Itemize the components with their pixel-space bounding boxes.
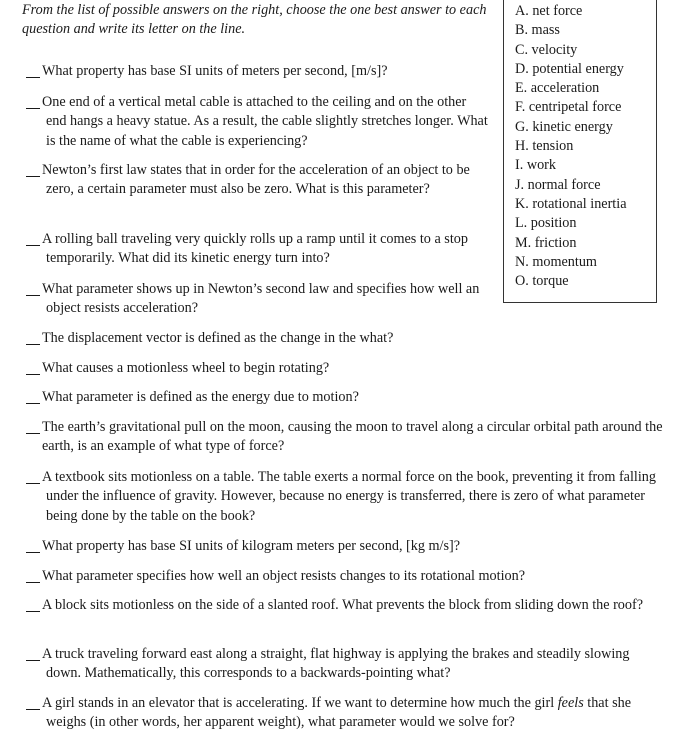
answer-choice: D. potential energy — [515, 60, 624, 77]
question-text-body: What parameter shows up in Newton’s second law and specifies how well an object resists acceleration? — [42, 281, 480, 317]
answer-choice: N. momentum — [515, 253, 597, 270]
question — [26, 93, 490, 151]
answer-blank[interactable] — [26, 552, 40, 553]
question-text — [26, 468, 670, 526]
answer-blank[interactable] — [26, 374, 40, 375]
question-text: What parameter specifies how well an object resists changes to its rotational motion? — [42, 568, 526, 584]
question — [26, 359, 656, 378]
question — [26, 418, 666, 457]
answer-blank[interactable] — [26, 245, 40, 246]
question-text: What parameter is defined as the energy due to motion? — [42, 389, 359, 405]
answer-choice: G. kinetic energy — [515, 118, 613, 135]
question-text — [26, 694, 670, 733]
question-text — [26, 418, 666, 457]
question-text — [26, 230, 490, 269]
question-text-body: A block sits motionless on the side of a slanted roof. What prevents the block from sliding down the roof? — [42, 597, 644, 613]
answer-choice: F. centripetal force — [515, 99, 622, 116]
answer-blank[interactable] — [26, 77, 40, 78]
answer-blank[interactable] — [26, 483, 40, 484]
question-text-body: A rolling ball traveling very quickly rolls up a ramp until it comes to a stop temporarily. What did its kinetic energy turn into? — [42, 231, 468, 267]
question — [26, 388, 656, 407]
answer-choices-box — [503, 0, 657, 303]
question — [26, 62, 496, 81]
question-text: What property has base SI units of kilogram meters per second, [kg m/s]? — [42, 538, 461, 554]
question — [26, 596, 670, 615]
question-text-body: A girl stands in an elevator that is accelerating. If we want to determine how much the girl feels that she weighs (in other words, her apparent weight), what parameter would we solve for? — [42, 695, 631, 731]
question-text — [26, 161, 490, 200]
answer-blank[interactable] — [26, 176, 40, 177]
answer-choice: K. rotational inertia — [515, 195, 627, 212]
instructions: From the list of possible answers on the right, choose the one best answer to each question and write its letter on the line. — [22, 2, 487, 38]
question-text — [26, 596, 670, 615]
question-text — [26, 280, 490, 319]
question-text: What property has base SI units of meters per second, [m/s]? — [42, 63, 388, 79]
question-text-body: A truck traveling forward east along a straight, flat highway is applying the brakes and steadily slowing down. Mathematically, this corresponds to a backwards-pointing what? — [42, 646, 630, 682]
answer-choice: O. torque — [515, 273, 569, 290]
question-text-body: One end of a vertical metal cable is attached to the ceiling and on the other end hangs a heavy statue. As a result, the cable slightly stretches longer. What is the name of what the cable is experiencing? — [42, 94, 488, 149]
answer-choice: A. net force — [515, 3, 583, 19]
answer-blank[interactable] — [26, 108, 40, 109]
answer-choice: C. velocity — [515, 41, 578, 58]
question-text-body: Newton’s first law states that in order for the acceleration of an object to be zero, a certain parameter must also be zero. What is this parameter? — [42, 162, 470, 198]
question-text: The displacement vector is defined as the change in the what? — [42, 330, 394, 346]
answer-blank[interactable] — [26, 582, 40, 583]
answer-blank[interactable] — [26, 660, 40, 661]
question — [26, 645, 656, 684]
answer-blank[interactable] — [26, 403, 40, 404]
answer-blank[interactable] — [26, 611, 40, 612]
answer-blank[interactable] — [26, 344, 40, 345]
question-text — [26, 93, 490, 151]
question-text: What causes a motionless wheel to begin rotating? — [42, 360, 330, 376]
question — [26, 329, 656, 348]
answer-choice: H. tension — [515, 138, 574, 155]
question — [26, 537, 656, 556]
question-text-body: A textbook sits motionless on a table. The table exerts a normal force on the book, preventing it from falling under the influence of gravity. However, because no energy is transferred, there is zero of what parameter being done by the table on the book? — [42, 469, 656, 524]
question — [26, 280, 490, 319]
answer-choice: I. work — [515, 157, 556, 174]
answer-choice: E. acceleration — [515, 80, 600, 97]
answer-choice: M. friction — [515, 234, 577, 251]
question — [26, 161, 490, 200]
answer-blank[interactable] — [26, 709, 40, 710]
question-text-body: The earth’s gravitational pull on the moon, causing the moon to travel along a circular orbital path around the earth, is an example of what type of force? — [42, 419, 663, 455]
question-text — [26, 645, 656, 684]
question — [26, 468, 670, 526]
emphasis-text: feels — [557, 695, 584, 711]
question — [26, 694, 670, 733]
question — [26, 567, 656, 586]
answer-choice: L. position — [515, 215, 577, 232]
answer-blank[interactable] — [26, 295, 40, 296]
answer-choice: J. normal force — [515, 176, 601, 193]
answer-choice: B. mass — [515, 22, 560, 39]
question — [26, 230, 490, 269]
answer-blank[interactable] — [26, 433, 40, 434]
